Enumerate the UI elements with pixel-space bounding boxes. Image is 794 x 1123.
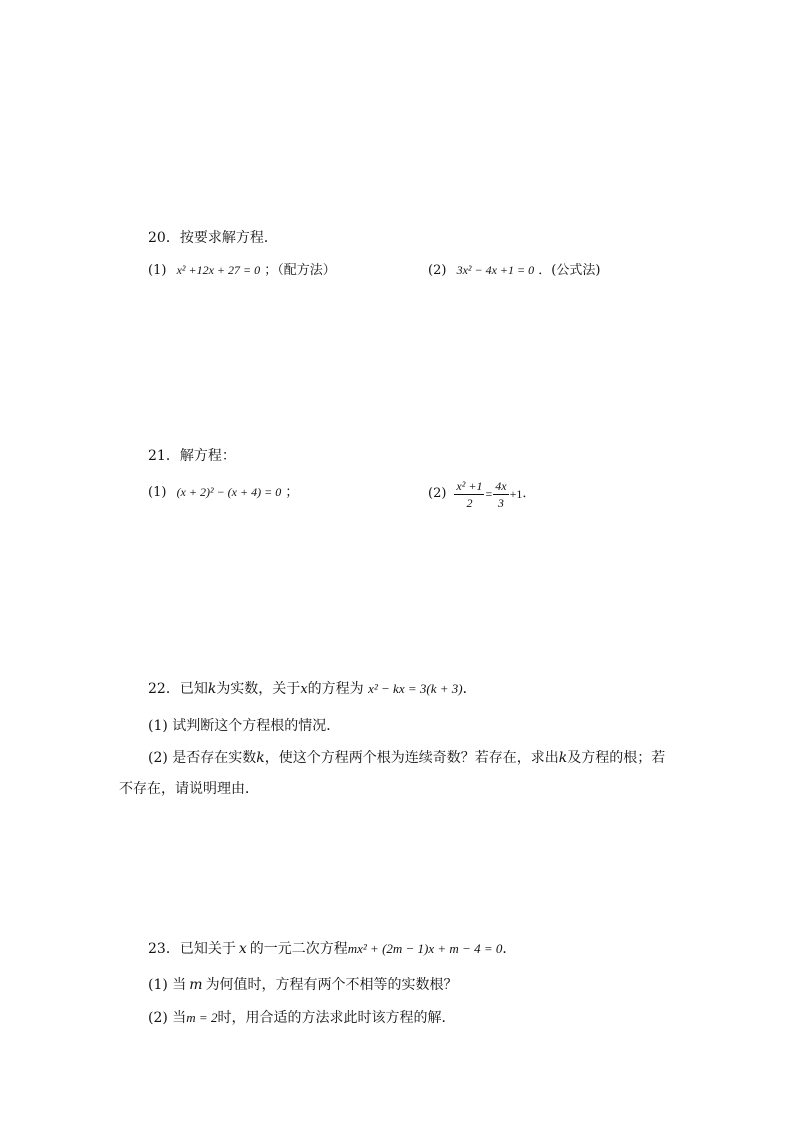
q23-part2	[148, 1009, 455, 1027]
q20-part2	[428, 261, 600, 280]
q23-part2-m: m = 2	[186, 1010, 218, 1025]
q21-part2-lhs-fraction	[454, 478, 484, 511]
q21-part2	[428, 474, 535, 514]
q20-part1-method: ；（配方法）	[264, 263, 336, 278]
q21-part2-equals: =	[485, 487, 493, 501]
q23-stem-equation: mx² + (2m − 1)x + m − 4 = 0	[347, 941, 503, 956]
q23-stem-x: x	[238, 941, 247, 957]
q22-part2-k: k	[256, 750, 265, 766]
q22-stem-text-b: 为实数，关于	[216, 681, 301, 697]
q22-stem-equation: x² − kx = 3(k + 3)	[368, 681, 463, 696]
q22-part2-line2: 不存在，请说明理由．	[119, 781, 259, 797]
q22-part2-line1	[148, 749, 665, 767]
q23-part1	[148, 976, 458, 994]
q23-stem-end: ．	[502, 941, 517, 957]
q22-part2-text-a: (2) 是否存在实数	[148, 750, 257, 766]
q23-part2-text-b: 时，用合适的方法求此时该方程的解．	[217, 1010, 456, 1026]
q23-stem	[148, 940, 516, 958]
q22-part2-k2: k	[558, 750, 568, 766]
q21-part2-end: ．	[522, 486, 536, 501]
q21-part1-label: (1)	[148, 485, 167, 500]
q21-part1	[148, 483, 298, 502]
q22-part1: (1) 试判断这个方程根的情况．	[148, 718, 341, 734]
q21-part1-equation: (x + 2)² − (x + 4) = 0	[176, 485, 282, 499]
q21-part2-lhs-numerator: x² +1	[456, 478, 483, 493]
q22-part2-text-c: 及方程的根；若	[567, 750, 666, 766]
q21-stem: 21．解方程：	[148, 448, 236, 464]
q22-part2-text-b: ，使这个方程两个根为连续奇数？若存在，求出	[264, 750, 559, 766]
q21-part2-rhs-tail: +1	[509, 487, 523, 501]
q23-part2-text-a: (2) 当	[148, 1010, 187, 1026]
q21-part2-rhs-fraction	[493, 478, 508, 511]
q20-part2-method: ．(公式法)	[538, 263, 601, 278]
q21-part1-end: ；	[285, 485, 299, 500]
q22-stem	[148, 680, 477, 699]
q23-part1-text-a: (1) 当	[148, 977, 187, 993]
q20-part1-equation: x² +12x + 27 = 0	[176, 263, 261, 277]
q21-part2-rhs-numerator: 4x	[495, 478, 507, 493]
q21-part2-lhs-denominator: 2	[466, 495, 473, 510]
q22-stem-text-a: 22．已知	[148, 681, 208, 697]
q23-stem-text-b: 的一元二次方程	[249, 941, 348, 957]
q22-stem-x: x	[300, 682, 308, 697]
q23-part1-m: m	[189, 977, 203, 993]
q23-part1-text-b: 为何值时，方程有两个不相等的实数根？	[205, 977, 458, 993]
q22-stem-text-c: 的方程为	[307, 681, 364, 697]
q23-stem-text-a: 23．已知关于	[148, 941, 236, 957]
q20-part1-label: (1)	[148, 263, 167, 278]
q20-part2-equation: 3x² − 4x +1 = 0	[456, 263, 535, 277]
q22-stem-k: k	[207, 681, 217, 697]
q22-stem-end: ．	[462, 681, 477, 697]
q20-stem: 20．按要求解方程．	[148, 230, 278, 246]
q21-part2-label: (2)	[428, 486, 447, 501]
q20-part1	[148, 261, 336, 280]
q20-part2-label: (2)	[428, 263, 447, 278]
q21-part2-rhs-denominator: 3	[497, 495, 504, 510]
